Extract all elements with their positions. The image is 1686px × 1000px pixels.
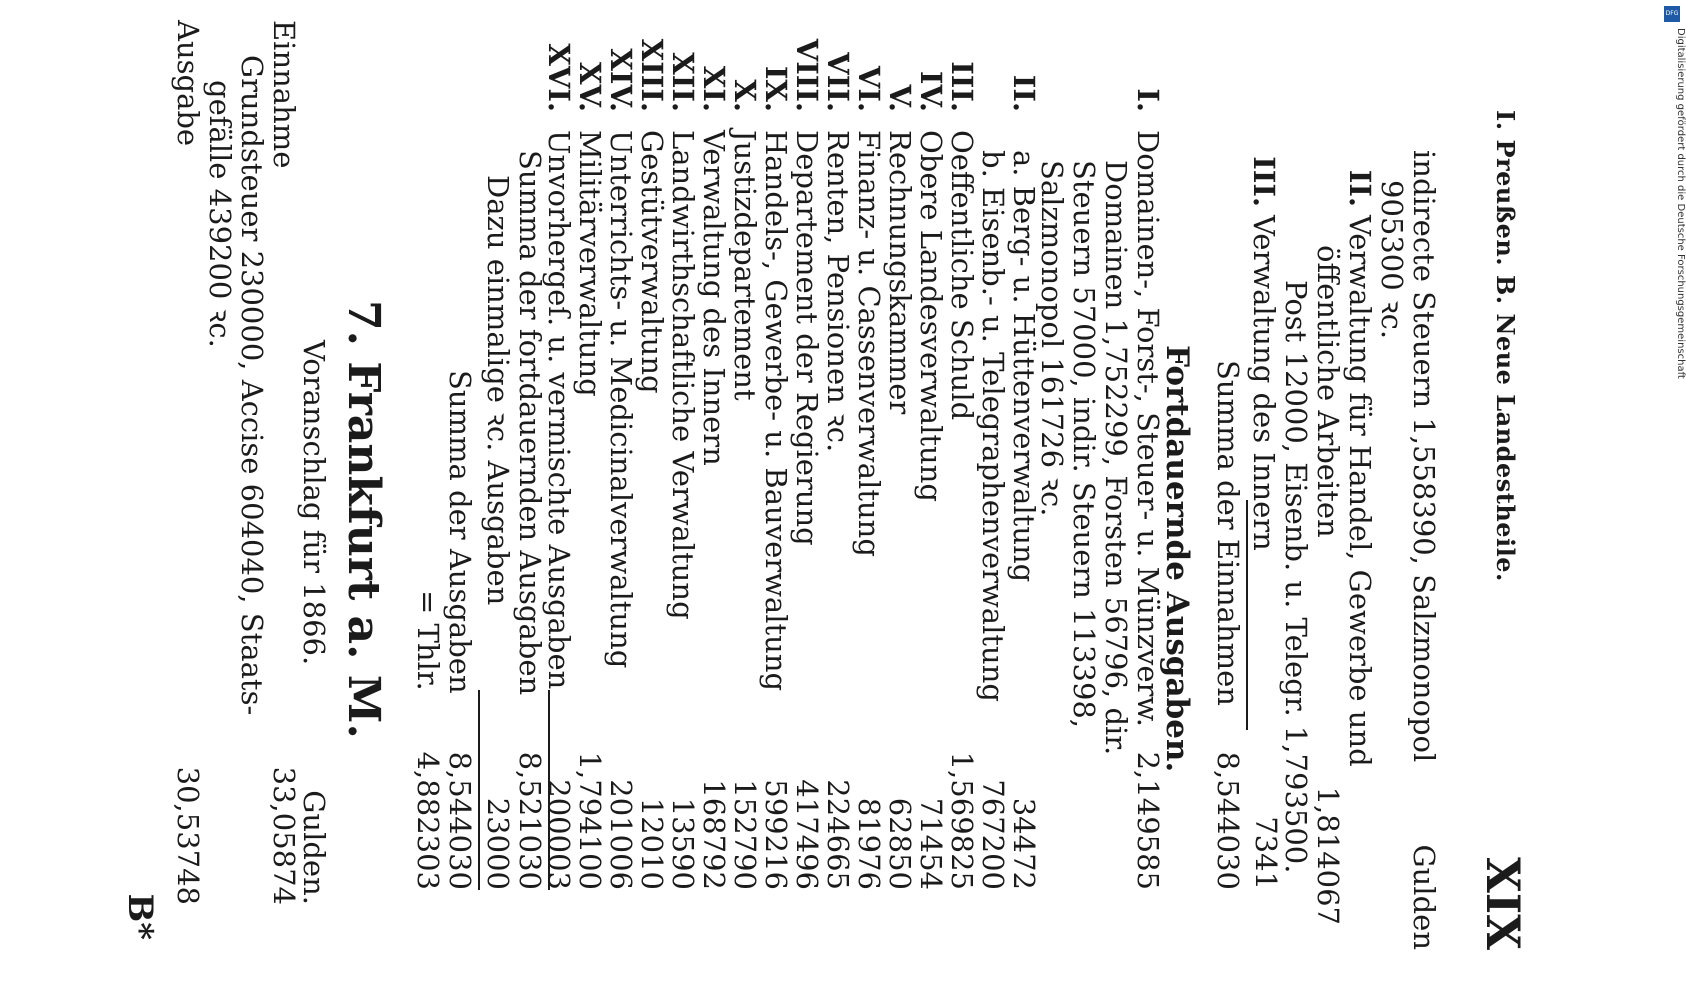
ausgaben-item-amount: 599216 (759, 779, 793, 890)
ausgaben-item-label: Rechnungskammer (883, 130, 917, 415)
sum-fortdauernd-label: Summa der fortdauernden Ausgaben (513, 150, 547, 696)
frankfurt-subtitle: Voranschlag für 1866. (297, 340, 331, 666)
roman-numeral: XVI. (542, 43, 576, 112)
ausgaben-item-amount: 13590 (666, 797, 700, 890)
ausgaben-item-amount: 417496 (790, 779, 824, 890)
einnahmen-currency-label: Gulden (1407, 844, 1441, 950)
ausgaben-item-label: Gestütverwaltung (635, 130, 669, 394)
roman-numeral: XV. (573, 61, 607, 112)
ausgaben-item-amount: 81976 (852, 797, 886, 890)
roman-numeral: V. (883, 84, 917, 112)
sum-rule (1246, 500, 1248, 730)
roman-numeral: XI. (697, 65, 731, 112)
einnahmen-line: Verwaltung für Handel, Gewerbe und (1343, 215, 1377, 767)
roman-numeral: II. (1343, 169, 1377, 207)
section-title-ausgaben: Fortdauernde Ausgaben. (1159, 345, 1195, 773)
frankfurt-einnahme-label: Einnahme (267, 20, 301, 169)
running-head: I. Preußen. B. Neue Landestheile. (1491, 110, 1520, 582)
ausgaben-item-label: Unvorhergeſ. u. vermischte Ausgaben (542, 130, 576, 690)
roman-numeral: VII. (821, 52, 855, 112)
ausgaben-item-amount: 767200 (976, 779, 1010, 890)
einnahmen-amount: 7341 (1249, 816, 1283, 890)
einnahmen-amount: 1,814067 (1311, 786, 1345, 925)
ausgaben-item-amount: 71454 (914, 797, 948, 890)
frankfurt-title: 7. Frankfurt a. M. (338, 300, 389, 739)
ausgaben-item-label: a. Berg- u. Hüttenverwaltung (1007, 150, 1041, 583)
frankfurt-currency-label: Gulden. (297, 790, 331, 905)
ausgaben-item-label: Verwaltung des Innern (697, 130, 731, 466)
roman-numeral: XIII. (635, 38, 669, 112)
ausgaben-first-line: Salzmonopol 161726 ꝛc. (1035, 160, 1069, 517)
roman-numeral: III. (945, 61, 979, 112)
sum-fortdauernd-value: 8,521030 (513, 751, 547, 890)
ausgaben-item-label: Landwirthschaftliche Verwaltung (666, 130, 700, 620)
ausgaben-item-label: Departement der Regierung (790, 130, 824, 546)
einnahmen-line: öffentliche Arbeiten (1311, 245, 1345, 538)
sum-total-label: Summa der Ausgaben (443, 370, 477, 694)
ausgaben-first-line: Steuern 57000, indir. Steuern 113398, (1067, 160, 1101, 729)
einnahmen-line: Post 12000, Eisenb. u. Telegr. 1,793500. (1279, 280, 1313, 874)
frankfurt-einnahme-line: gefälle 439200 ꝛc. (203, 80, 237, 348)
ausgaben-item-label: Justizdepartement (728, 130, 762, 401)
roman-numeral: III. (1247, 156, 1281, 207)
sum-rule (478, 690, 480, 890)
ausgaben-item-label: Renten, Pensionen ꝛc. (821, 130, 855, 453)
roman-numeral: X. (728, 79, 762, 112)
ausgaben-first-line: Domainen 1,752299, Forsten 56796, dir. (1099, 160, 1133, 756)
frankfurt-ausgabe-value: 30,53748 (171, 766, 205, 905)
ausgaben-item-amount: 34472 (1007, 797, 1041, 890)
thlr-label: = Thlr. (411, 590, 445, 691)
ausgaben-item-amount: 12010 (635, 797, 669, 890)
ausgaben-item-amount: 152790 (728, 779, 762, 890)
einmalig-label: Dazu einmalige ꝛc. Ausgaben (481, 175, 515, 606)
ausgaben-item-amount: 201006 (604, 779, 638, 890)
einnahmen-line: indirecte Steuern 1,558390, Salzmonopol (1407, 150, 1441, 763)
ausgaben-first-line: Domainen-, Forst-, Steuer- u. Münzverw. (1131, 130, 1165, 728)
roman-numeral: VI. (852, 65, 886, 112)
ausgaben-item-amount: 62850 (883, 797, 917, 890)
ausgaben-item-label: Oeffentliche Schuld (945, 130, 979, 421)
ausgaben-item-label: Unterrichts- u. Medicinalverwaltung (604, 130, 638, 669)
signature-mark: B* (120, 893, 160, 940)
dfg-logo: DFG (1664, 6, 1680, 22)
einnahmen-sum-label: Summa der Einnahmen (1211, 360, 1245, 706)
ausgaben-item-label: b. Eisenb.- u. Telegraphenverwaltung (976, 150, 1010, 702)
thlr-value: 4,882303 (411, 751, 445, 890)
roman-numeral: XII. (666, 52, 700, 112)
sum-rule (548, 690, 550, 890)
roman-numeral: IV. (914, 70, 948, 112)
ausgaben-item-label: Militärverwaltung (573, 130, 607, 397)
ausgaben-item-amount: 1,794100 (573, 751, 607, 890)
roman-numeral: XIV. (604, 48, 638, 112)
ausgaben-first-amount: 2,149585 (1131, 751, 1165, 890)
ausgaben-item-label: Handels-, Gewerbe- u. Bauverwaltung (759, 130, 793, 692)
einmalig-value: 23000 (481, 797, 515, 890)
roman-numeral: IX. (759, 65, 793, 112)
sum-total-value: 8,544030 (443, 751, 477, 890)
einnahmen-line: 905300 ꝛc. (1375, 180, 1409, 340)
digitization-sidebar (1658, 0, 1686, 1000)
roman-numeral: I. (1131, 88, 1165, 112)
ausgaben-item-amount: 224665 (821, 779, 855, 890)
ausgaben-item-amount: 1,569825 (945, 751, 979, 890)
ausgaben-item-amount: 200003 (542, 779, 576, 890)
ausgaben-item-label: Finanz- u. Cassenverwaltung (852, 130, 886, 557)
dfg-note: Digitalisierung gefördert durch die Deutsche Forschungsgemeinschaft (1675, 28, 1686, 379)
page-number: XIX (1476, 857, 1530, 950)
frankfurt-ausgabe-label: Ausgabe (171, 20, 205, 147)
ausgaben-sums (410, 0, 550, 1000)
einnahmen-sum-value: 8,544030 (1211, 751, 1245, 890)
frankfurt-einnahme-value: 33,05874 (267, 766, 301, 905)
frankfurt-einnahme-line: Grundsteuer 230000, Accise 604040, Staats- (235, 55, 269, 716)
roman-numeral: VIII. (790, 38, 824, 112)
ausgaben-item-label: Obere Landesverwaltung (914, 130, 948, 502)
ausgaben-item-amount: 168792 (697, 779, 731, 890)
roman-numeral: II. (1007, 74, 1041, 112)
einnahmen-line: Verwaltung des Innern (1247, 215, 1281, 551)
